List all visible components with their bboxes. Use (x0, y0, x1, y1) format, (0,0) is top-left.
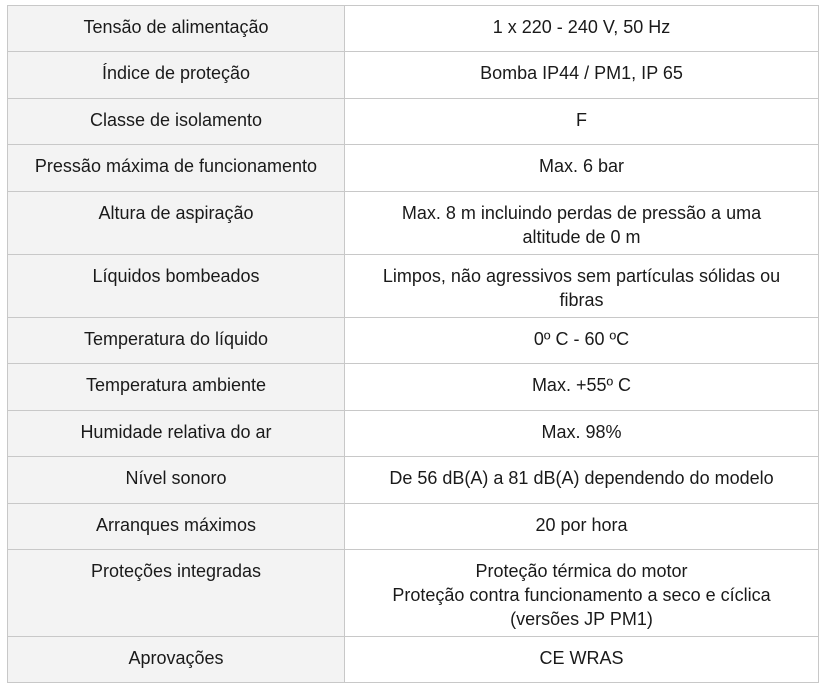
table-row (8, 550, 819, 637)
row-value: Bomba IP44 / PM1, IP 65 (345, 52, 819, 99)
row-value: Proteção térmica do motor Proteção contra funcionamento a seco e cíclica (versões JP PM1) (345, 550, 819, 637)
specifications-table (7, 5, 819, 683)
row-label: Tensão de alimentação (8, 6, 345, 52)
table-row (8, 411, 819, 457)
table-row (8, 637, 819, 683)
row-label: Proteções integradas (8, 550, 345, 637)
row-label: Aprovações (8, 637, 345, 683)
row-label: Temperatura do líquido (8, 318, 345, 364)
row-value: 0º C - 60 ºC (345, 318, 819, 364)
row-value: Max. 98% (345, 411, 819, 457)
table-row (8, 6, 819, 52)
table-row (8, 52, 819, 99)
table-row (8, 318, 819, 364)
table-row (8, 192, 819, 255)
row-label: Humidade relativa do ar (8, 411, 345, 457)
row-value: F (345, 99, 819, 145)
table-row (8, 99, 819, 145)
row-value: Limpos, não agressivos sem partículas sólidas ou fibras (345, 255, 819, 318)
row-value: 20 por hora (345, 504, 819, 550)
row-value: Max. 8 m incluindo perdas de pressão a uma altitude de 0 m (345, 192, 819, 255)
row-label: Altura de aspiração (8, 192, 345, 255)
row-value: 1 x 220 - 240 V, 50 Hz (345, 6, 819, 52)
table-row (8, 255, 819, 318)
row-label: Líquidos bombeados (8, 255, 345, 318)
row-value: Max. +55º C (345, 364, 819, 411)
row-label: Pressão máxima de funcionamento (8, 145, 345, 192)
row-label: Arranques máximos (8, 504, 345, 550)
row-value: De 56 dB(A) a 81 dB(A) dependendo do modelo (345, 457, 819, 504)
table-row (8, 145, 819, 192)
row-label: Nível sonoro (8, 457, 345, 504)
row-label: Classe de isolamento (8, 99, 345, 145)
row-value: Max. 6 bar (345, 145, 819, 192)
row-label: Temperatura ambiente (8, 364, 345, 411)
row-value: CE WRAS (345, 637, 819, 683)
table-row (8, 504, 819, 550)
table-row (8, 457, 819, 504)
row-label: Índice de proteção (8, 52, 345, 99)
table-row (8, 364, 819, 411)
